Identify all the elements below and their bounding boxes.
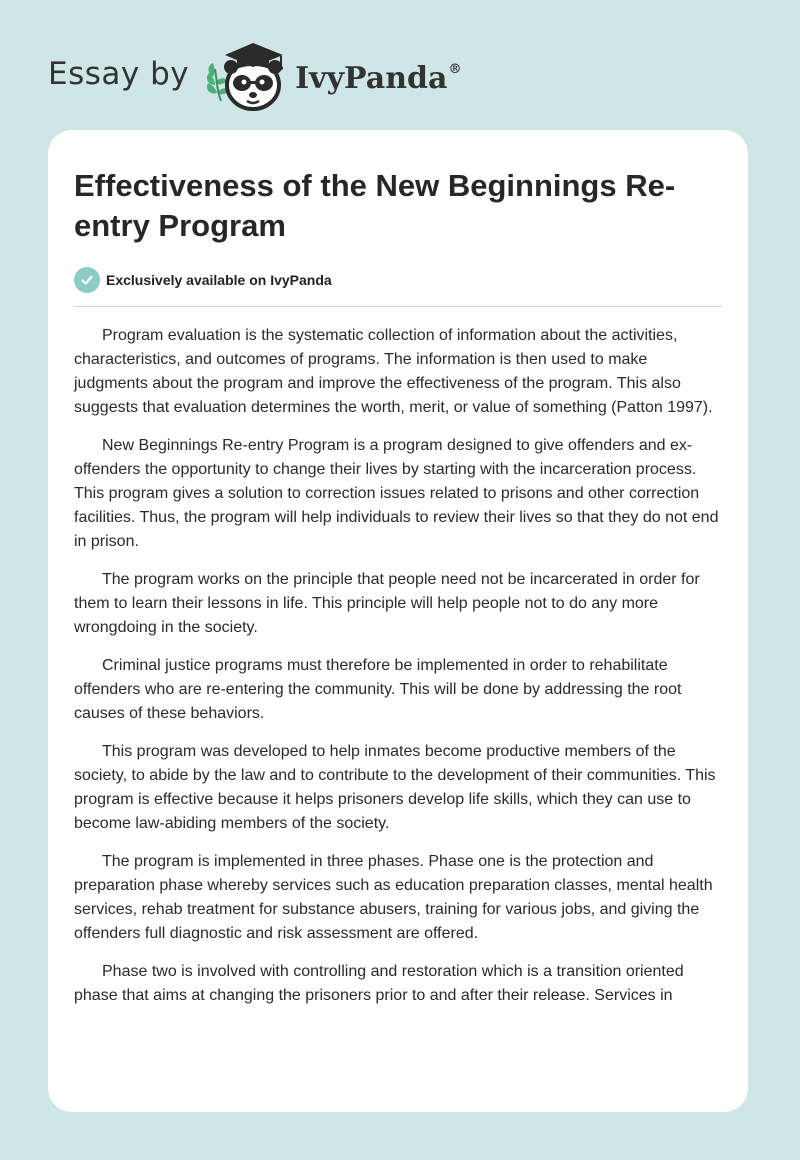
essay-title: Effectiveness of the New Beginnings Re-entry Program <box>74 168 676 243</box>
paragraph-4: Criminal justice programs must therefore be implemented in order to rehabilitate offenders who are re-entering the community. This will be done by addressing the root causes of these behaviors. <box>74 657 682 722</box>
essay-card <box>48 130 748 1112</box>
paragraph-1: Program evaluation is the systematic collection of information about the activities, characteristics, and outcomes of programs. The information is then used to make judgments about the program and improve the effectiveness of the program. This also suggests that evaluation determines the worth, merit, or value of something (Patton 1997). <box>74 327 713 416</box>
paragraph-7: Phase two is involved with controlling and restoration which is a transition oriented phase that aims at changing the prisoners prior to and after their release. Services in <box>74 963 684 1004</box>
paragraph-6: The program is implemented in three phases. Phase one is the protection and preparation phase whereby services such as education preparation classes, mental health services, rehab treatment for substance abusers, training for various jobs, and giving the offenders full diagnostic and risk assessment are offered. <box>74 853 713 942</box>
exclusive-badge <box>74 266 722 294</box>
panda-graduate-icon[interactable] <box>203 35 293 113</box>
exclusive-badge-label: Exclusively available on IvyPanda <box>106 272 332 288</box>
check-icon <box>74 267 100 293</box>
title-divider <box>74 306 722 307</box>
paragraph-2: New Beginnings Re-entry Program is a program designed to give offenders and ex-offenders the opportunity to change their lives by starting with the incarceration process. This program gives a solution to correction issues related to prisons and other correction facilities. Thus, the program will help individuals to review their lives so that they do not end in prison. <box>74 437 719 550</box>
brand-text: IvyPanda <box>295 60 448 96</box>
paragraph-5: This program was developed to help inmates become productive members of the society, to abide by the law and to contribute to the development of their communities. This program is effective because it helps prisoners develop life skills, which they can use to become law-abiding members of the society. <box>74 743 716 832</box>
site-header <box>48 34 461 114</box>
paragraph-3: The program works on the principle that people need not be incarcerated in order for them to learn their lessons in life. This principle will help people not to do any more wrongdoing in the society. <box>74 571 700 636</box>
essay-body <box>74 324 722 1008</box>
brand-name[interactable] <box>295 61 461 96</box>
registered-mark: ® <box>448 61 462 77</box>
essay-by-label: Essay by <box>48 56 190 92</box>
